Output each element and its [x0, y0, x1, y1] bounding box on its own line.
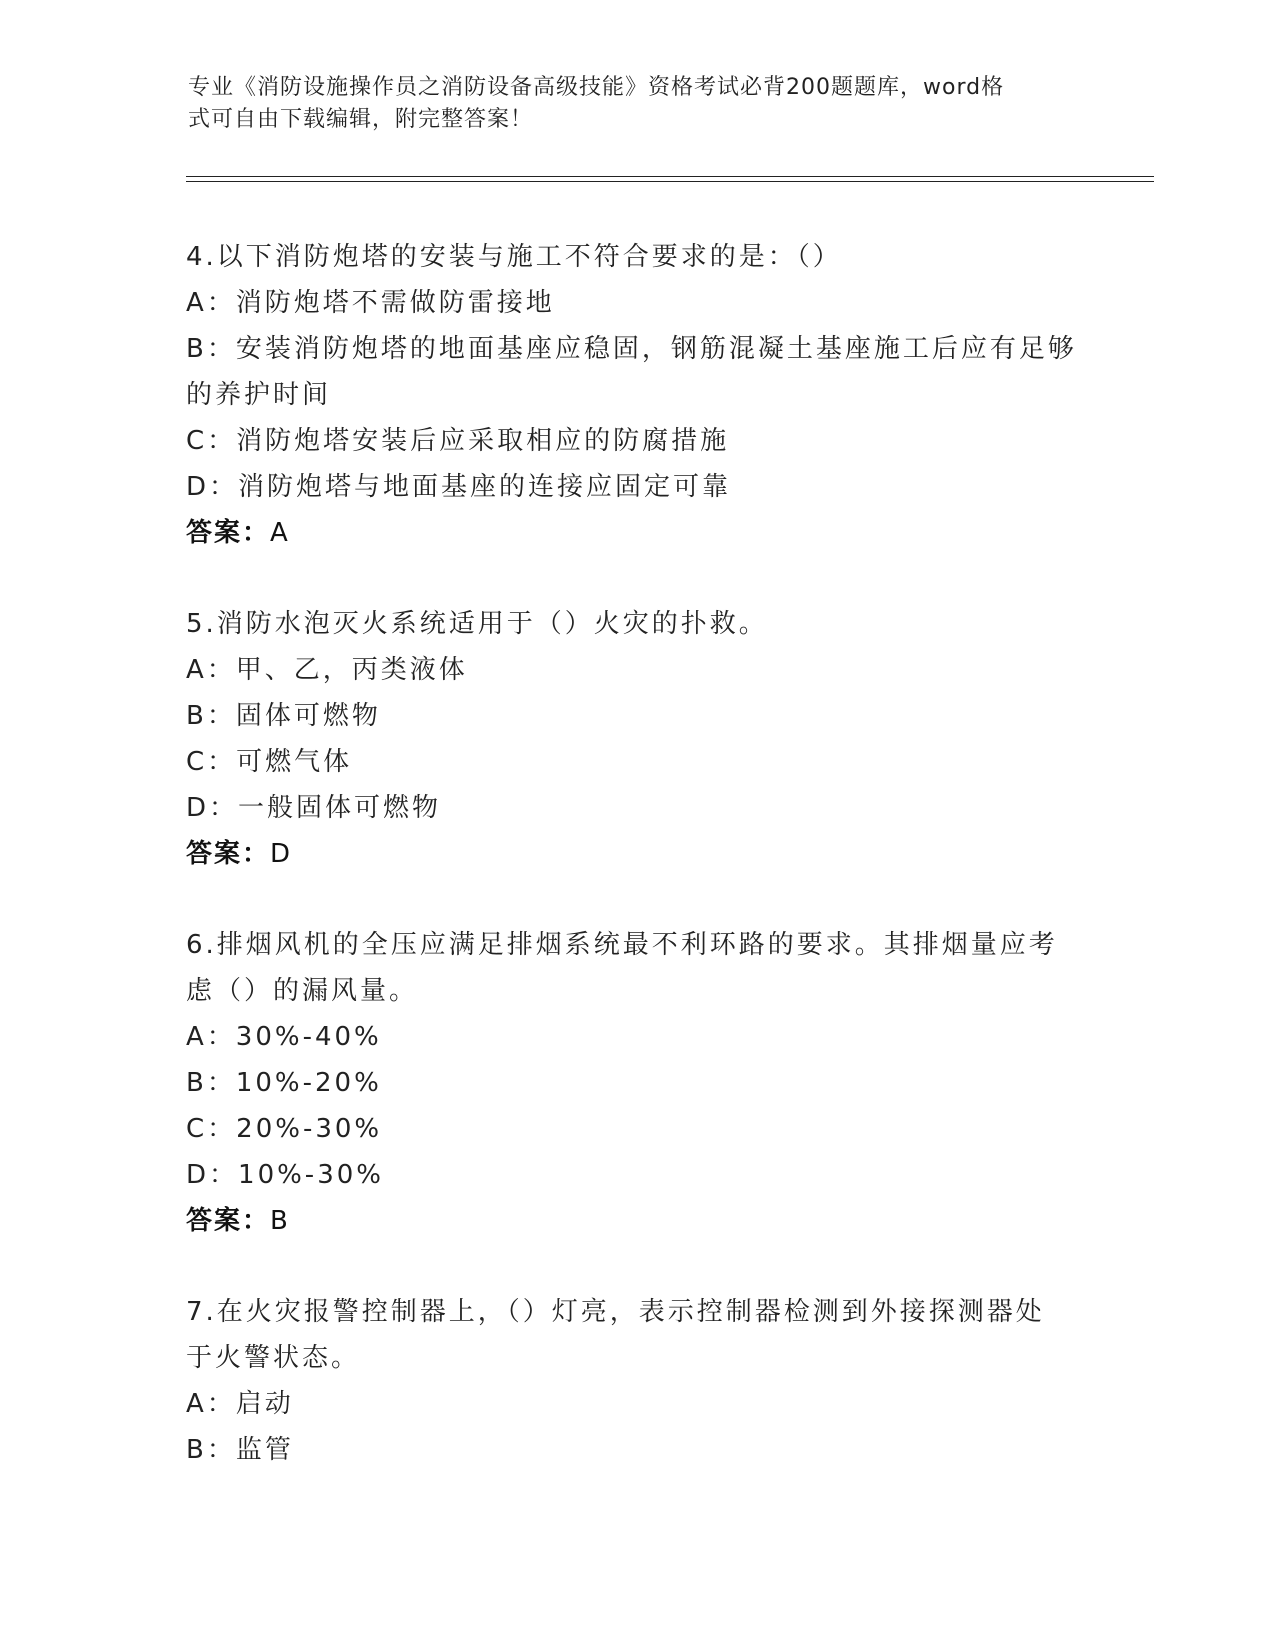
option-line: 的养护时间: [186, 380, 332, 410]
option-line: C：消防炮塔安装后应采取相应的防腐措施: [186, 426, 730, 456]
question-stem-line: 于火警状态。: [186, 1343, 361, 1373]
question-list: [186, 234, 1086, 1518]
option-line: A：30%-40%: [186, 1022, 382, 1052]
question-item: [186, 922, 1086, 1244]
option-line: D：10%-30%: [186, 1160, 384, 1190]
option-line: B：安装消防炮塔的地面基座应稳固，钢筋混凝土基座施工后应有足够: [186, 334, 1077, 364]
answer-label: 答案：: [186, 1206, 271, 1236]
question-stem-line: 7.在火灾报警控制器上，（）灯亮，表示控制器检测到外接探测器处: [186, 1297, 1045, 1327]
answer-label: 答案：: [186, 839, 271, 869]
header-line-2: 式可自由下载编辑，附完整答案！: [188, 107, 534, 132]
option-line: B：固体可燃物: [186, 701, 381, 731]
option-line: B：监管: [186, 1435, 294, 1465]
option-line: A：消防炮塔不需做防雷接地: [186, 288, 555, 318]
answer-value: D: [270, 839, 293, 869]
question-item: [186, 234, 1086, 556]
option-line: C：可燃气体: [186, 747, 353, 777]
answer-line: [186, 831, 1086, 877]
answer-value: A: [270, 518, 290, 548]
question-stem-line: 6.排烟风机的全压应满足排烟系统最不利环路的要求。其排烟量应考: [186, 930, 1058, 960]
document-header: [188, 72, 1078, 136]
header-rule-bottom: [186, 181, 1154, 182]
answer-label: 答案：: [186, 518, 271, 548]
question-item: [186, 601, 1086, 877]
question-stem-line: 5.消防水泡灭火系统适用于（）火灾的扑救。: [186, 609, 768, 639]
question-item: [186, 1289, 1086, 1473]
question-stem-line: 4.以下消防炮塔的安装与施工不符合要求的是：（）: [186, 242, 842, 272]
option-line: D：一般固体可燃物: [186, 793, 442, 823]
answer-line: [186, 510, 1086, 556]
question-stem-line: 虑（）的漏风量。: [186, 976, 419, 1006]
option-line: A：甲、乙，丙类液体: [186, 655, 468, 685]
option-line: D：消防炮塔与地面基座的连接应固定可靠: [186, 472, 732, 502]
header-line-1: 专业《消防设施操作员之消防设备高级技能》资格考试必背200题题库，word格: [188, 75, 1005, 100]
answer-value: B: [270, 1206, 290, 1236]
header-rule-top: [186, 176, 1154, 177]
option-line: B：10%-20%: [186, 1068, 382, 1098]
option-line: A：启动: [186, 1389, 294, 1419]
option-line: C：20%-30%: [186, 1114, 383, 1144]
answer-line: [186, 1198, 1086, 1244]
